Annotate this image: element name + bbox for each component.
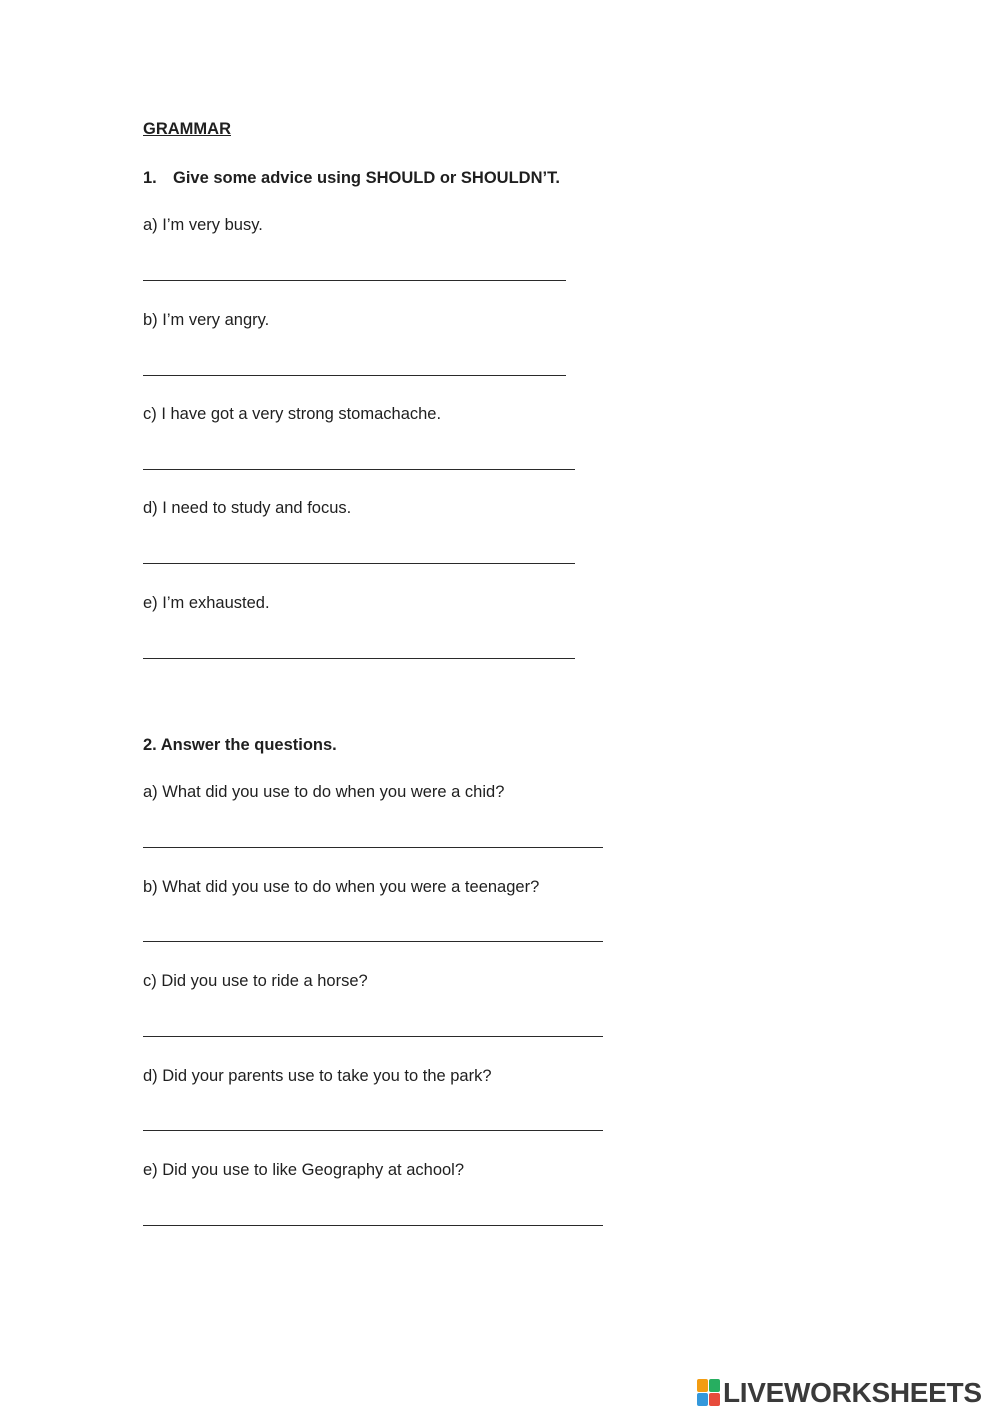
section2-instruction: 2. Answer the questions.: [143, 736, 337, 754]
liveworksheets-logo-text: LIVEWORKSHEETS: [723, 1377, 982, 1408]
section2-item-a: a) What did you use to do when you were a chid?: [143, 783, 505, 801]
page-heading: GRAMMAR: [143, 120, 231, 138]
liveworksheets-logo: [697, 1378, 982, 1408]
liveworksheets-logo-icon: [697, 1379, 721, 1407]
answer-field-2c[interactable]: [143, 1036, 603, 1037]
section1-instruction: Give some advice using SHOULD or SHOULDN’T.: [173, 169, 560, 187]
section2-item-c: c) Did you use to ride a horse?: [143, 972, 368, 990]
answer-field-1d[interactable]: [143, 563, 575, 564]
section1-item-c: c) I have got a very strong stomachache.: [143, 405, 442, 423]
section1-number: 1.: [143, 169, 157, 187]
section2-item-d: d) Did your parents use to take you to the park?: [143, 1067, 492, 1085]
answer-field-2e[interactable]: [143, 1225, 603, 1226]
answer-field-1a[interactable]: [143, 280, 566, 281]
answer-field-1c[interactable]: [143, 469, 575, 470]
section2-item-e: e) Did you use to like Geography at achool?: [143, 1161, 465, 1179]
answer-field-2b[interactable]: [143, 941, 603, 942]
section1-item-a: a) I’m very busy.: [143, 216, 263, 234]
answer-field-2d[interactable]: [143, 1130, 603, 1131]
answer-field-2a[interactable]: [143, 847, 603, 848]
section2-item-b: b) What did you use to do when you were a teenager?: [143, 878, 540, 896]
section1-item-e: e) I’m exhausted.: [143, 594, 270, 612]
section1-item-b: b) I’m very angry.: [143, 311, 270, 329]
answer-field-1e[interactable]: [143, 658, 575, 659]
answer-field-1b[interactable]: [143, 375, 566, 376]
section1-item-d: d) I need to study and focus.: [143, 499, 352, 517]
